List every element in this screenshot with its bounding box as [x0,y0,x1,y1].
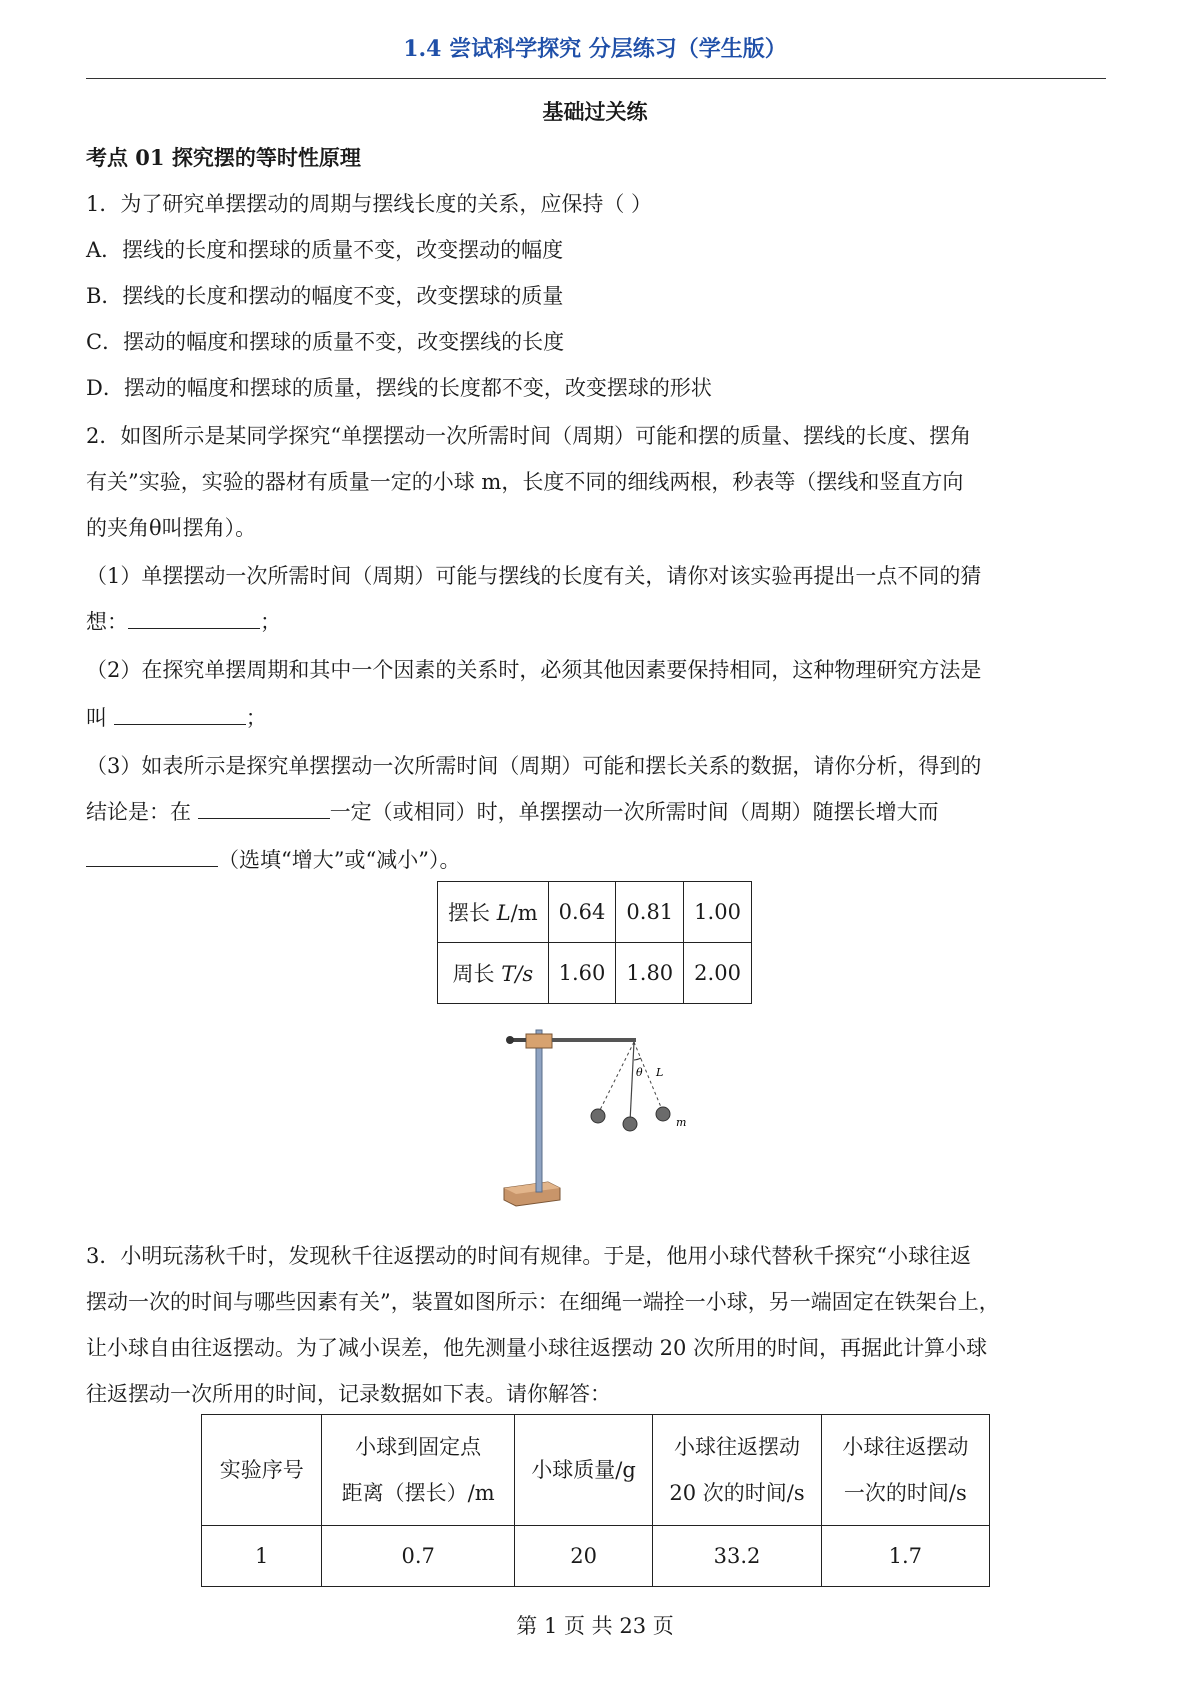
table-cell: 0.64 [548,882,616,943]
q3-line4: 往返摆动一次所用的时间，记录数据如下表。请你解答： [86,1382,611,1406]
answer-blank[interactable] [114,704,246,725]
page-number: 第 1 页 共 23 页 [516,1614,674,1638]
q2-sub3-suffix: 一定（或相同）时，单摆摆动一次所需时间（周期）随摆长增大而 [329,800,939,824]
q2-sub2-line2 [86,702,267,732]
table-cell: 周长 T/s [438,943,549,1004]
document-title: 1.4 尝试科学探究 分层练习（学生版） [403,36,787,62]
q3-line2: 摆动一次的时间与哪些因素有关”，装置如图所示：在细绳一端拴一小球，另一端固定在铁架台上， [86,1290,1000,1314]
table-cell: 1.60 [548,943,616,1004]
table-header-cell: 小球到固定点 距离（摆长）/m [322,1415,514,1526]
pendulum-length-table [437,881,752,1004]
q2-stem-line1: 2．如图所示是某同学探究“单摆摆动一次所需时间（周期）可能和摆的质量、摆线的长度、摆角 [86,424,972,448]
table-cell: 2.00 [684,943,752,1004]
stand-rod [536,1030,542,1192]
table-cell: 0.81 [616,882,684,943]
q1-stem: 1．为了研究单摆摆动的周期与摆线长度的关系，应保持（ ） [86,192,653,216]
q1-option-d: D．摆动的幅度和摆球的质量，摆线的长度都不变，改变摆球的形状 [86,376,712,400]
q1-option-a: A．摆线的长度和摆球的质量不变，改变摆动的幅度 [86,238,564,262]
q2-sub1-prefix: 想： [86,610,128,634]
angle-arc [634,1058,641,1060]
length-label: L [656,1066,664,1079]
q2-sub3-line3-suffix: （选填“增大”或“减小”）。 [218,848,461,872]
answer-blank[interactable] [86,846,218,867]
angle-label: θ [636,1066,643,1079]
string-left [598,1042,634,1114]
q1-option-c: C．摆动的幅度和摆球的质量不变，改变摆线的长度 [86,330,565,354]
ball-left [591,1109,605,1123]
table-header-cell: 实验序号 [202,1415,322,1526]
q2-sub3-line2 [86,796,939,826]
table-header-cell: 小球往返摆动 20 次的时间/s [653,1415,821,1526]
q2-sub1-line1: （1）单摆摆动一次所需时间（周期）可能与摆线的长度有关，请你对该实验再提出一点不同的猜 [86,564,982,588]
table-cell: 33.2 [653,1526,821,1587]
q3-line1: 3．小明玩荡秋千时，发现秋千往返摆动的时间有规律。于是，他用小球代替秋千探究“小球往返 [86,1244,972,1268]
q3-line3: 让小球自由往返摆动。为了减小误差，他先测量小球往返摆动 20 次所用的时间，再据此计算小球 [86,1336,988,1360]
ball-right [656,1107,670,1121]
pendulum-figure [500,1020,720,1220]
table-header-cell: 小球质量/g [514,1415,653,1526]
topic-heading: 考点 01 探究摆的等时性原理 [86,145,361,170]
table-cell: 1 [202,1526,322,1587]
header-divider [86,78,1106,79]
table-cell: 1.80 [616,943,684,1004]
q2-sub1-suffix: ； [260,610,281,634]
q2-sub3-prefix: 结论是：在 [86,800,198,824]
clamp-knob [506,1036,514,1044]
ball-center [623,1117,637,1131]
q2-sub1-line2 [86,606,281,636]
mass-label: m [676,1116,687,1129]
q1-option-b: B．摆线的长度和摆动的幅度不变，改变摆球的质量 [86,284,564,308]
clamp [526,1034,552,1048]
table-cell: 0.7 [322,1526,514,1587]
table-cell: 1.7 [821,1526,989,1587]
table-cell: 1.00 [684,882,752,943]
table-row [438,882,752,943]
table-header-row [202,1415,990,1526]
section-title: 基础过关练 [542,99,648,124]
stand-arm [552,1038,636,1042]
table-header-cell: 小球往返摆动 一次的时间/s [821,1415,989,1526]
table-row [438,943,752,1004]
answer-blank[interactable] [198,798,330,819]
q2-stem-line3: 的夹角θ叫摆角）。 [86,516,257,540]
swing-data-table [201,1414,990,1587]
table-row [202,1526,990,1587]
q2-sub2-prefix: 叫 [86,706,114,730]
table-cell: 摆长 L/m [438,882,549,943]
q2-stem-line2: 有关”实验，实验的器材有质量一定的小球 m，长度不同的细线两根，秒表等（摆线和竖直方向 [86,470,964,494]
q2-sub3-line1: （3）如表所示是探究单摆摆动一次所需时间（周期）可能和摆长关系的数据，请你分析，得到的 [86,754,982,778]
answer-blank[interactable] [128,608,260,629]
q2-sub2-suffix: ； [245,706,267,730]
table-cell: 20 [514,1526,653,1587]
q2-sub3-line3 [86,844,460,874]
q2-sub2-line1: （2）在探究单摆周期和其中一个因素的关系时，必须其他因素要保持相同，这种物理研究方法是 [86,658,982,682]
string-center [630,1042,634,1122]
